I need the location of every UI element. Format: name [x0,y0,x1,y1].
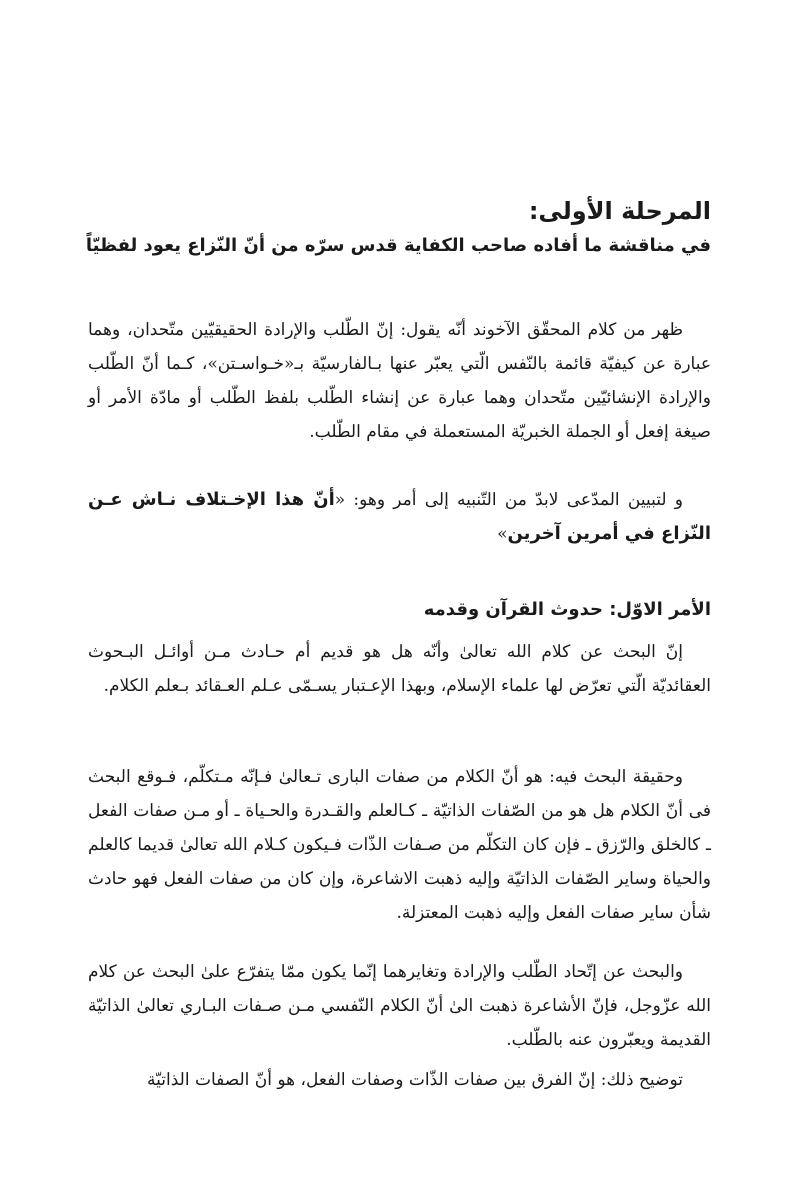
section-paragraph-1: إنّ البحث عن كلام الله تعالىٰ وأنّه هل هو قديم أم حـادث مـن أوائـل البـحوث العقائديّة الّتي تعرّض لها علماء الإسلام، وبهذا الإعـتبار يسـمّى عـلم العـقائد بـعلم الكلام. [88,642,711,696]
intro-paragraph-2-end: » [497,524,508,544]
intro-quote: أنّ هذا الإخـتلاف نـاش عـن النّزاع في أمرين آخرين [88,489,711,544]
intro-paragraph-1: ظهر من كلام المحقّق الآخوند أنّه يقول: إنّ الطّلب والإرادة الحقيقيّين متّحدان، وهما عبارة عن كيفيّة قائمة بالنّفس الّتي يعبّر عنها بـالفارسيّة بـ«خـواسـتن»، كـما أنّ الطّلب والإرادة الإنشائيّين متّحدان وهما عبارة عن إنشاء الطّلب بلفظ الطّلب أو مادّة الأمر أو صيغة إفعل أو الجملة الخبريّة المستعملة في مقام الطّلب. [88,320,711,442]
book-page [85,0,711,1198]
section-paragraph-4: توضيح ذلك: إنّ الفرق بين صفات الذّات وصفات الفعل، هو أنّ الصفات الذاتيّة [147,1070,683,1090]
stage-subtitle: في مناقشة ما أفاده صاحب الكفاية قدس سرّه من أنّ النّزاع يعود لفظيّاً [85,235,711,256]
intro-paragraph-2 [88,483,711,551]
stage-title: المرحلة الأولى: [528,197,711,225]
section-paragraph-3: والبحث عن إتّحاد الطّلب والإرادة وتغايرهما إنّما يكون ممّا يتفرّع علىٰ البحث عن كلام الله عزّوجل، فإنّ الأشاعرة ذهبت الىٰ أنّ الكلام النّفسي مـن صـفات البـاري تعالىٰ الذاتيّة القديمة ويعبّرون عنه بالطّلب. [88,962,711,1050]
section-paragraph-2: وحقيقة البحث فيه: هو أنّ الكلام من صفات البارى تـعالىٰ فـإنّه مـتكلّم، فـوقع البحث فى أنّ الكلام هل هو من الصّفات الذاتيّة ـ كـالعلم والقـدرة والحـياة ـ أو مـن صفات الفعل ـ كالخلق والرّزق ـ فإن كان التكلّم من صـفات الذّات فـيكون كـلام الله تعالىٰ قديما كالعلم والحياة وساير الصّفات الذاتيّة وإليه ذهبت الاشاعرة، وإن كان من صفات الفعل فهو حادث شأن ساير صفات الفعل وإليه ذهبت المعتزلة. [88,767,711,923]
section-heading: الأمر الاوّل: حدوث القرآن وقدمه [423,599,711,620]
intro-paragraph-2-lead: و لتبيين المدّعى لابدّ من التّنبيه إلى أمر وهو: « [334,490,683,510]
